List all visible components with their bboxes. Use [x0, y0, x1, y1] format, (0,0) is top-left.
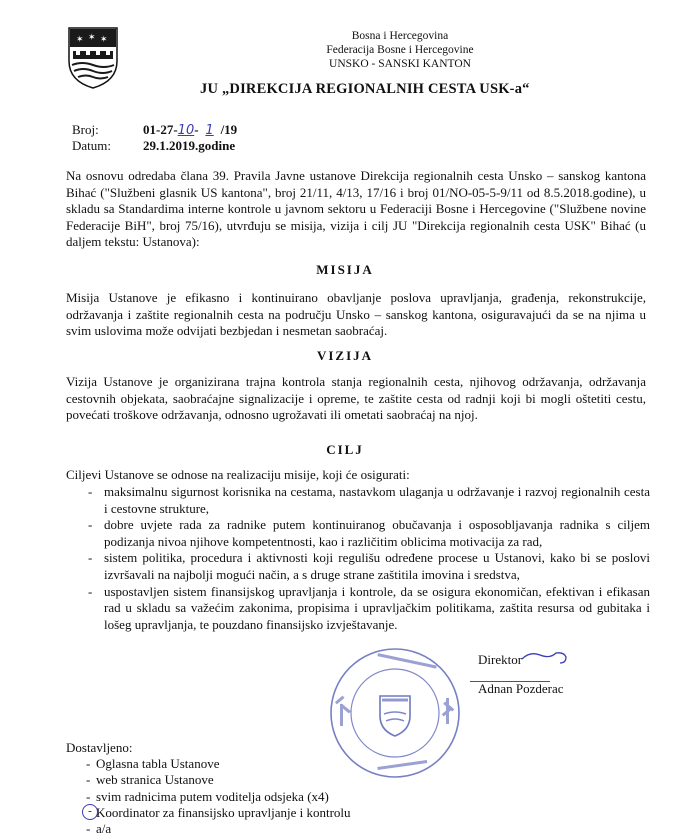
list-item-text: sistem politika, procedura i aktivnosti koji regulišu određene procese u Ustanovi, kako bi se poslovi izvršavali na najbolji mogući način, a s druge strane zaštitila imovina i sredstva,	[104, 550, 650, 582]
list-item-text: Koordinator za finansijsko upravljanje i kontrolu	[96, 804, 351, 820]
cilj-intro: Ciljevi Ustanove se odnose na realizaciju misije, koji će osigurati:	[66, 467, 410, 482]
coat-of-arms	[68, 27, 118, 89]
section-heading-cilj: CILJ	[326, 442, 364, 457]
svg-text:✶: ✶	[76, 34, 84, 44]
cilj-list	[66, 484, 650, 633]
list-item: - sistem politika, procedura i aktivnosti koji regulišu određene procese u Ustanovi, kako bi se poslovi izvršavali na najbolji mogući način, a s druge strane zaštitila imovina i sredstva,	[88, 550, 650, 582]
broj-separator: -	[194, 122, 199, 137]
svg-text:✶: ✶	[100, 34, 108, 44]
list-item: - svim radnicima putem voditelja odsjeka (x4)	[86, 788, 329, 804]
datum-label: Datum:	[72, 138, 111, 153]
signature-scribble	[520, 645, 570, 667]
header-federation: Federacija Bosne i Hercegovine	[326, 44, 474, 56]
list-item-text: dobre uvjete rada za radnike putem kontinuiranog obučavanja i osposobljavanja radnika s ciljem podizanja nivoa njihove kompetentnosti, kao i različitim oblicima motivacija za rad,	[104, 517, 650, 549]
section-heading-misija: MISIJA	[316, 262, 374, 277]
document-title: JU „DIREKCIJA REGIONALNIH CESTA USK-a“	[200, 81, 530, 97]
distribution-block	[66, 740, 351, 837]
broj-label: Broj:	[72, 122, 99, 137]
list-item: - uspostavljen sistem finansijskog upravljanja i kontrole, da se osigura ekonomičan, efektivan i efikasan rad u skladu sa važećim zakonima, propisima i upravljačkim politikama, zaštita resursa od gubitaka i lošeg upravljanja, te pouzdano finansijsko izvještavanje.	[88, 583, 650, 632]
list-item-text: uspostavljen sistem finansijskog upravljanja i kontrole, da se osigura ekonomičan, efektivan i efikasan rad u skladu sa važećim zakonima, propisima i upravljačkim politikama, zaštita resursa od gubitaka i lošeg upravljanja, te pouzdano finansijsko izvještavanje.	[104, 583, 650, 632]
list-item-text: maksimalnu sigurnost korisnika na cestama, nastavkom ulaganja u održavanje i razvoj regionalnih cesta i cestovne strukture,	[104, 484, 650, 516]
signature-role: Direktor	[478, 652, 523, 667]
coat-of-arms-icon	[68, 27, 118, 89]
header-country: Bosna i Hercegovina	[351, 30, 449, 42]
signature-name: Adnan Pozderac	[478, 681, 564, 696]
list-item: - maksimalnu sigurnost korisnika na cestama, nastavkom ulaganja u održavanje i razvoj regionalnih cesta i cestovne strukture,	[88, 484, 650, 516]
datum-value: 29.1.2019.godine	[143, 138, 236, 153]
broj-value	[143, 122, 237, 138]
broj-handwritten-2: 1	[205, 123, 214, 138]
list-item-text: svim radnicima putem voditelja odsjeka (x4)	[96, 788, 329, 804]
list-item: - a/a	[86, 821, 112, 837]
distribution-list	[66, 756, 351, 837]
intro-paragraph: Na osnovu odredaba člana 39. Pravila Javne ustanove Direkcija regionalnih cesta Unsko – sanskog kantona Bihać ("Službeni glasnik US kantona", broj 21/11, 4/13, 17/16 i broj 01/NO-05-5-9/11 od 8.5.2018.godine), u skladu sa Standardima interne kontrole u javnom sektoru u Federaciji Bosne i Hercegovine ("Službene novine Federacije BiH", broj 75/16), utvrđuju se misija, vizija i cilj JU "Direkcija regionalnih cesta USK" Bihać (u daljem tekstu: Ustanova):	[66, 168, 646, 250]
list-item-text: Oglasna tabla Ustanove	[96, 756, 220, 772]
section-heading-vizija: VIZIJA	[316, 348, 374, 363]
vizija-text: Vizija Ustanove je organizirana trajna kontrola stanja regionalnih cesta, njihovog održavanja, održavanja cestovnih objekata, saobraćajne signalizacije i opreme, te zaštite cesta od radnji koji bi mogli oštetiti cestu, povećati troškove održavanja, odnosno ugrožavati ili ometati saobraćaj na njoj.	[66, 374, 646, 423]
list-item: - web stranica Ustanove	[86, 772, 214, 788]
broj-prefix: 01-27-	[143, 122, 178, 137]
broj-handwritten-1: 10	[177, 123, 195, 138]
distribution-label: Dostavljeno:	[66, 740, 133, 755]
list-item: - Koordinator za finansijsko upravljanje i kontrolu	[66, 805, 351, 821]
svg-text:✶: ✶	[88, 32, 96, 42]
signature-scribble-icon	[520, 645, 570, 667]
list-item-text: web stranica Ustanove	[96, 772, 214, 788]
misija-text: Misija Ustanove je efikasno i kontinuirano obavljanje poslova upravljanja, građenja, rekonstrukcije, održavanja i zaštite regionalnih cesta na području Unsko – sanskog kantona, osiguravajući da se na njima u svim uslovima može odvijati bezbjedan i nesmetan saobraćaj.	[66, 290, 646, 339]
list-item-text: a/a	[96, 821, 112, 837]
header-canton: UNSKO - SANSKI KANTON	[329, 58, 471, 70]
broj-suffix: /19	[220, 122, 238, 137]
list-item: - dobre uvjete rada za radnike putem kontinuiranog obučavanja i osposobljavanja radnika s ciljem podizanja nivoa njihove kompetentnosti, kao i različitim oblicima motivacija za rad,	[88, 517, 650, 549]
list-item: - Oglasna tabla Ustanove	[86, 756, 220, 772]
